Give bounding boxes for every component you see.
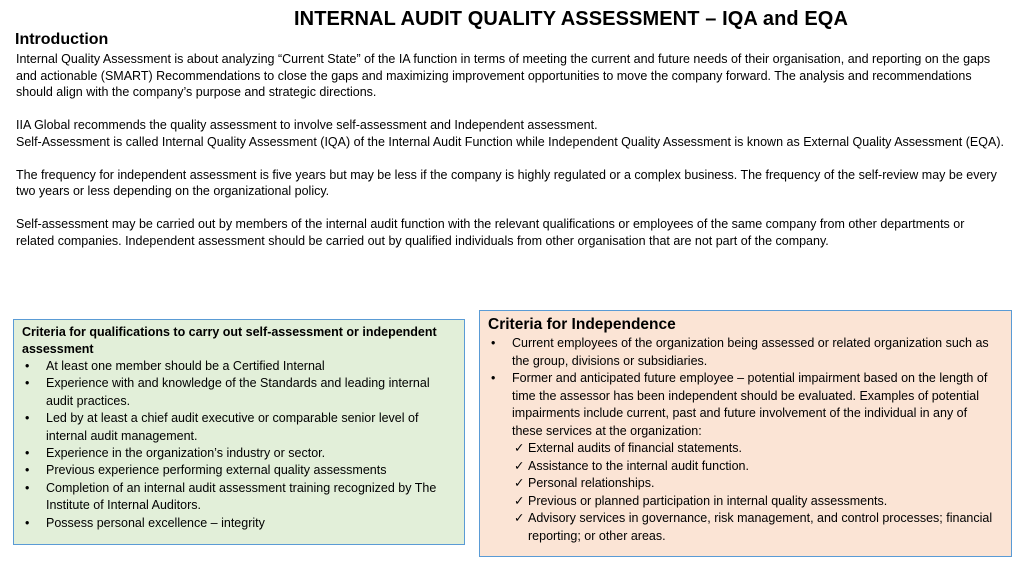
bullet-icon: •	[491, 336, 496, 350]
check-list-item-text: Assistance to the internal audit function.	[528, 458, 749, 473]
intro-paragraph-frequency: The frequency for independent assessment is five years but may be less if the company is highly regulated or a complex business. The frequency of the self-review may be every two years or less depending on the organizational policy.	[16, 167, 997, 198]
introduction-heading: Introduction	[15, 31, 109, 48]
list-item-text: Led by at least a chief audit executive or comparable senior level of internal audit management.	[46, 411, 419, 443]
bullet-icon: •	[25, 376, 30, 391]
checkmark-icon: ✓	[514, 511, 525, 525]
check-list-item	[514, 458, 1001, 476]
checkmark-icon: ✓	[514, 493, 525, 508]
qualifications-criteria-list	[22, 358, 456, 532]
independence-criteria-box	[479, 310, 1012, 557]
bullet-icon: •	[491, 371, 496, 385]
list-item-text: Experience in the organization’s industry or sector.	[46, 446, 326, 461]
intro-paragraph-definitions: Self-Assessment is called Internal Quality Assessment (IQA) of the Internal Audit Function while Independent Quality Assessment is known as External Quality Assessment (EQA).	[16, 134, 1004, 149]
list-item	[488, 370, 1001, 545]
page-title: INTERNAL AUDIT QUALITY ASSESSMENT – IQA and EQA	[294, 8, 849, 30]
checkmark-icon: ✓	[514, 476, 525, 490]
check-list-item	[514, 510, 1001, 545]
list-item-text: Possess personal excellence – integrity	[46, 515, 265, 530]
bullet-icon: •	[25, 463, 30, 478]
bullet-icon: •	[25, 446, 30, 461]
list-item	[22, 462, 456, 479]
check-list-item-text: External audits of financial statements.	[528, 441, 743, 455]
list-item	[22, 515, 456, 532]
list-item-text: Former and anticipated future employee – potential impairment based on the length of time the assessor has been independent should be evaluated. Examples of potential impairments include current, past and future involvement of the individual in any of these services at the organization:	[512, 371, 988, 438]
list-item	[22, 445, 456, 462]
list-item-text: At least one member should be a Certified Internal	[46, 359, 325, 373]
checkmark-icon: ✓	[514, 441, 525, 455]
bullet-icon: •	[25, 515, 30, 530]
independence-criteria-title: Criteria for Independence	[488, 316, 676, 333]
impairment-examples-list	[512, 440, 1001, 545]
check-list-item-text: Previous or planned participation in internal quality assessments.	[528, 493, 888, 508]
check-list-item-text: Advisory services in governance, risk management, and control processes; financial reporting; or other areas.	[528, 511, 993, 543]
bullet-icon: •	[25, 480, 30, 495]
list-item	[488, 335, 1001, 370]
check-list-item	[514, 475, 1001, 493]
check-list-item	[514, 493, 1001, 511]
bullet-icon: •	[25, 359, 30, 373]
list-item-text: Completion of an internal audit assessment training recognized by The Institute of Internal Auditors.	[46, 480, 437, 513]
list-item-text: Experience with and knowledge of the Standards and leading internal audit practices.	[46, 376, 430, 408]
list-item-text: Previous experience performing external quality assessments	[46, 463, 387, 478]
qualifications-criteria-box	[13, 319, 465, 545]
list-item	[22, 375, 456, 410]
qualifications-criteria-title: Criteria for qualifications to carry out self-assessment or independent assessment	[22, 325, 437, 356]
list-item	[22, 358, 456, 375]
check-list-item-text: Personal relationships.	[528, 476, 655, 490]
intro-paragraph-purpose: Internal Quality Assessment is about analyzing “Current State” of the IA function in terms of meeting the current and future needs of their organisation, and reporting on the gaps and actionable (SMART) Recommendations to close the gaps and maximizing improvement opportunities to move the company forward. The analysis and recommendations should align with the company’s purpose and strategic directions.	[16, 52, 991, 99]
list-item	[22, 410, 456, 445]
list-item	[22, 480, 456, 515]
independence-criteria-list	[488, 335, 1001, 545]
list-item-text: Current employees of the organization being assessed or related organization such as the group, divisions or subsidiaries.	[512, 336, 989, 368]
check-list-item	[514, 440, 1001, 458]
intro-paragraph-recommendation: IIA Global recommends the quality assessment to involve self-assessment and Independent assessment.	[16, 118, 598, 132]
bullet-icon: •	[25, 411, 30, 426]
checkmark-icon: ✓	[514, 458, 525, 473]
introduction-body	[16, 51, 1006, 266]
intro-paragraph-assessors: Self-assessment may be carried out by members of the internal audit function with the relevant qualifications or employees of the same company from other departments or related companies. Independent assessment should be carried out by qualified individuals from other organisation that are not part of the company.	[16, 217, 965, 248]
